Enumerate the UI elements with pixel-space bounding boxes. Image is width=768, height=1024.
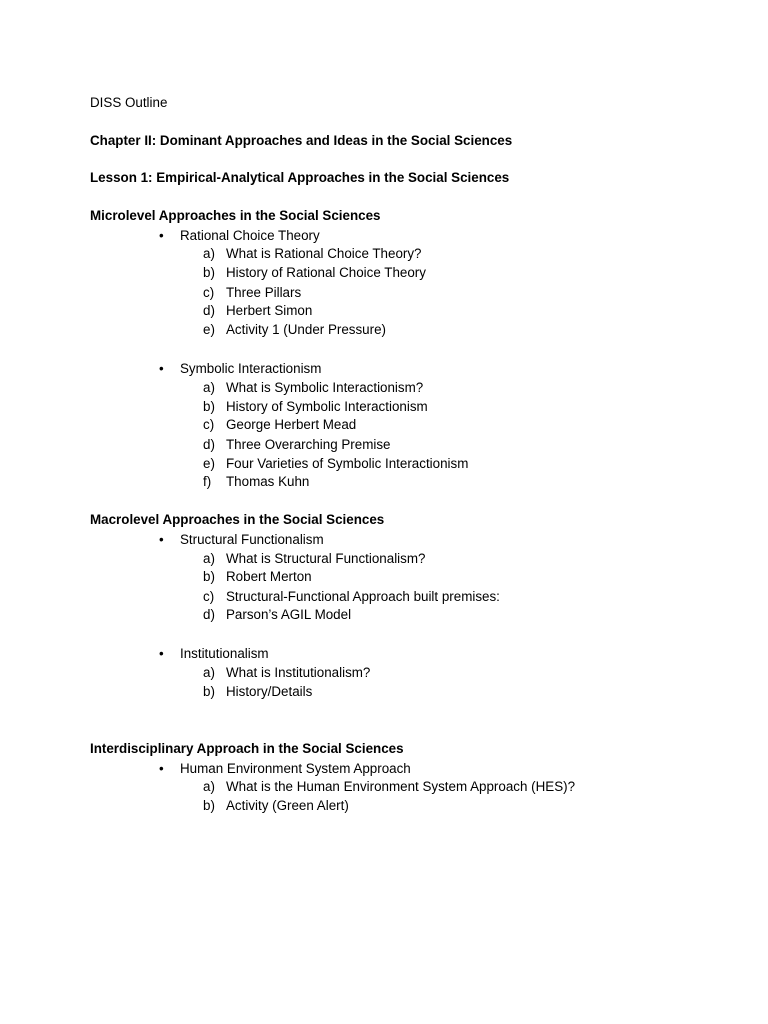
bullet-icon: • bbox=[159, 646, 164, 661]
list-item: c) Structural-Functional Approach built premises: bbox=[203, 589, 500, 604]
bullet-icon: • bbox=[159, 228, 164, 243]
list-item: e) Activity 1 (Under Pressure) bbox=[203, 322, 386, 337]
list-item: d) Three Overarching Premise bbox=[203, 437, 391, 452]
list-item: b) Activity (Green Alert) bbox=[203, 798, 349, 813]
lesson-heading: Lesson 1: Empirical-Analytical Approaches in the Social Sciences bbox=[90, 170, 510, 185]
topic-symbolic-interactionism bbox=[159, 361, 321, 376]
topic-label: Institutionalism bbox=[180, 646, 269, 661]
list-item: e) Four Varieties of Symbolic Interactionism bbox=[203, 456, 469, 471]
topic-label: Rational Choice Theory bbox=[180, 228, 320, 243]
topic-institutionalism bbox=[159, 646, 269, 661]
list-item: d) Herbert Simon bbox=[203, 303, 313, 318]
section-heading-interdisciplinary: Interdisciplinary Approach in the Social Sciences bbox=[90, 741, 404, 756]
list-item: b) History of Symbolic Interactionism bbox=[203, 399, 428, 414]
bullet-icon: • bbox=[159, 532, 164, 547]
topic-label: Structural Functionalism bbox=[180, 532, 324, 547]
document-title: DISS Outline bbox=[90, 95, 168, 110]
list-item: b) Robert Merton bbox=[203, 569, 312, 584]
list-item: b) History of Rational Choice Theory bbox=[203, 265, 426, 280]
chapter-heading: Chapter II: Dominant Approaches and Ideas in the Social Sciences bbox=[90, 133, 513, 148]
list-item: a) What is Symbolic Interactionism? bbox=[203, 380, 424, 395]
list-item: a) What is Structural Functionalism? bbox=[203, 551, 426, 566]
list-item: a) What is the Human Environment System Approach (HES)? bbox=[203, 779, 576, 794]
list-item: c) Three Pillars bbox=[203, 285, 302, 300]
bullet-icon: • bbox=[159, 361, 164, 376]
list-item: c) George Herbert Mead bbox=[203, 417, 357, 432]
topic-rational-choice bbox=[159, 228, 320, 243]
section-heading-microlevel: Microlevel Approaches in the Social Sciences bbox=[90, 208, 381, 223]
list-item: a) What is Institutionalism? bbox=[203, 665, 371, 680]
topic-label: Symbolic Interactionism bbox=[180, 361, 322, 376]
list-item: b) History/Details bbox=[203, 684, 313, 699]
list-item: a) What is Rational Choice Theory? bbox=[203, 246, 422, 261]
list-item: d) Parson’s AGIL Model bbox=[203, 607, 352, 622]
list-item: f) Thomas Kuhn bbox=[203, 474, 310, 489]
section-heading-macrolevel: Macrolevel Approaches in the Social Sciences bbox=[90, 512, 385, 527]
topic-structural-functionalism bbox=[159, 532, 324, 547]
topic-label: Human Environment System Approach bbox=[180, 761, 411, 776]
topic-human-environment-system bbox=[159, 761, 411, 776]
bullet-icon: • bbox=[159, 761, 164, 776]
